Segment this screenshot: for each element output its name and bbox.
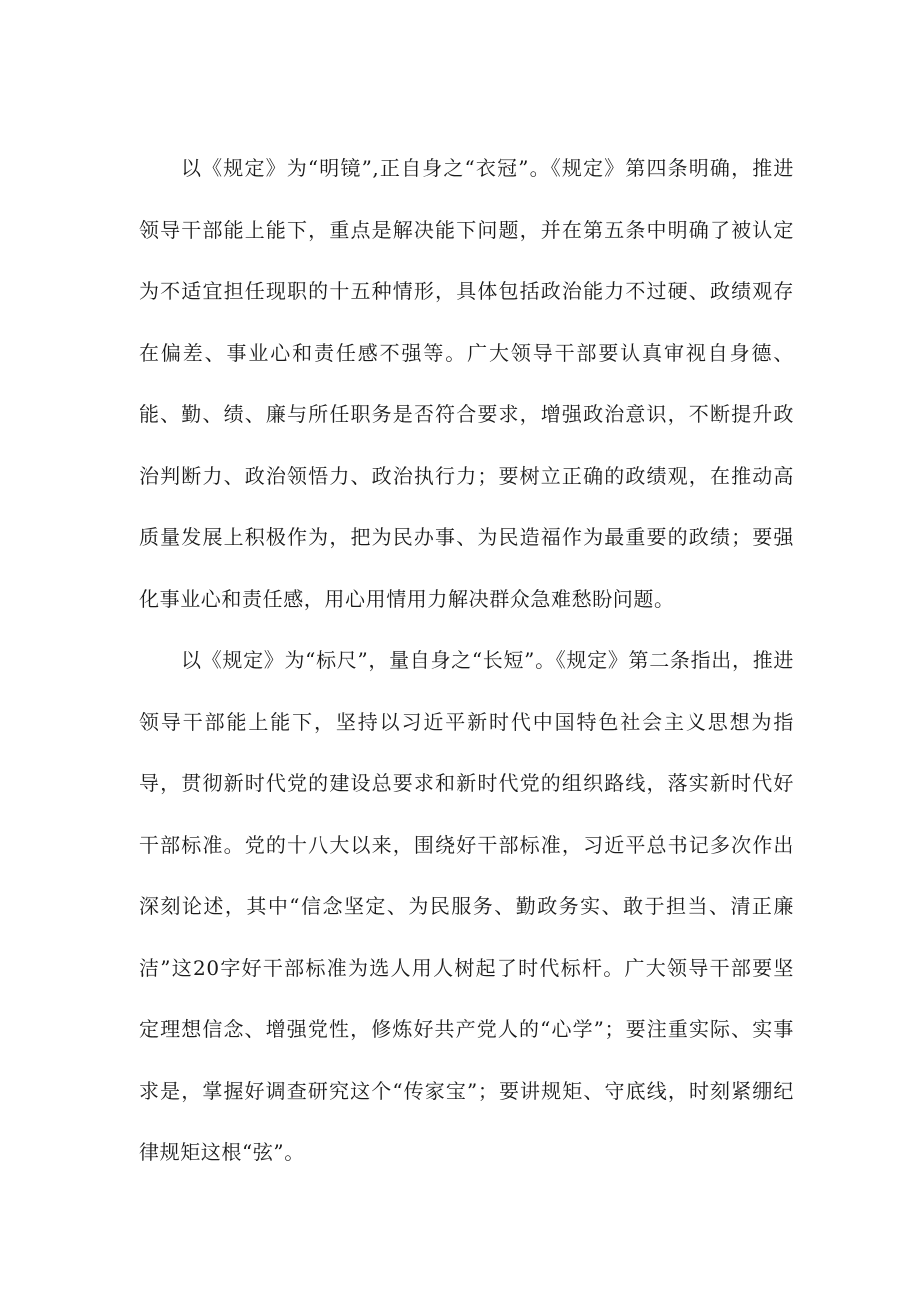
paragraph-ruler: 以《规定》为“标尺”，量自身之“长短”。《规定》第二条指出，推进领导干部能上能下，坚持以习近平新时代中国特色社会主义思想为指导，贯彻新时代党的建设总要求和新时代党的组织路线，落实新时代好干部标准。党的十八大以来，围绕好干部标准，习近平总书记多次作出深刻论述，其中“信念坚定、为民服务、勤政务实、敢于担当、清正廉洁”这20字好干部标准为选人用人树起了时代标杆。广大领导干部要坚定理想信念、增强党性，修炼好共产党人的“心学”；要注重实际、实事求是，掌握好调查研究这个“传家宝”；要讲规矩、守底线，时刻紧绷纪律规矩这根“弦”。 [139,648,794,1164]
document-body [139,138,794,1184]
paragraph-mirror: 以《规定》为“明镜”,正自身之“衣冠”。《规定》第四条明确，推进领导干部能上能下，重点是解决能下问题，并在第五条中明确了被认定为不适宜担任现职的十五种情形，具体包括政治能力不过硬、政绩观存在偏差、事业心和责任感不强等。广大领导干部要认真审视自身德、能、勤、绩、廉与所任职务是否符合要求，增强政治意识，不断提升政治判断力、政治领悟力、政治执行力；要树立正确的政绩观，在推动高质量发展上积极作为，把为民办事、为民造福作为最重要的政绩；要强化事业心和责任感，用心用情用力解决群众急难愁盼问题。 [139,156,794,611]
